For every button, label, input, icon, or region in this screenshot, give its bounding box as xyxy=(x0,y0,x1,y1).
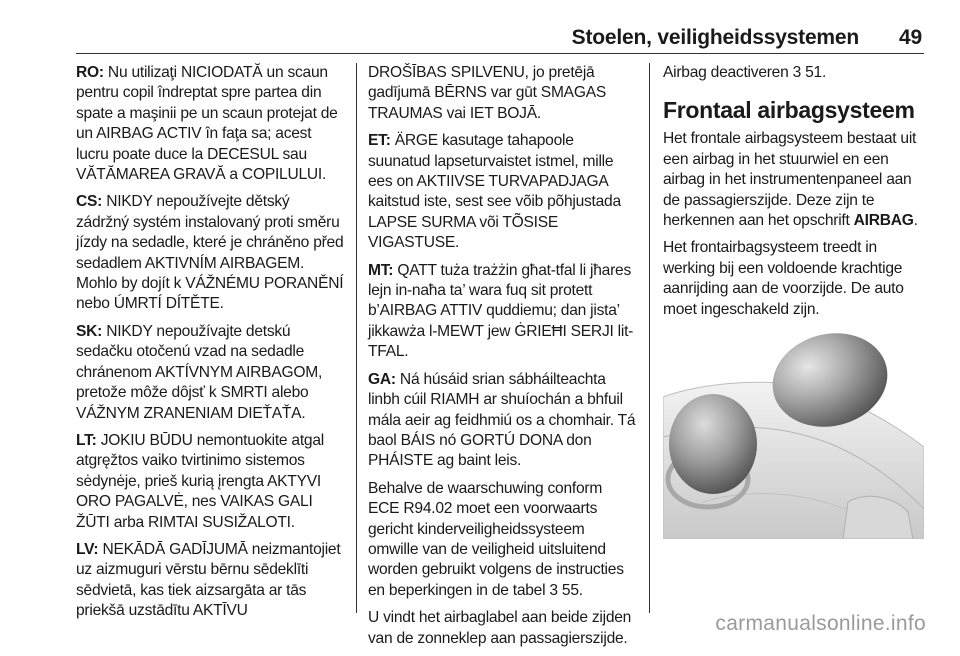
lang-code: CS: xyxy=(76,193,103,211)
header-rule xyxy=(76,53,924,54)
lang-code: SK: xyxy=(76,322,103,340)
paragraph-text: NIKDY nepoužívejte dětský zádržný systém instalovaný proti směru jízdy na sedadle, které je chráněno před sedadlem AKTIVNÍM AIRBAGEM. Mohlo by dojít k VÁŽNÉMU PORANĚNÍ nebo ÚMRTÍ DÍTĚTE. xyxy=(76,193,344,313)
airbag-label-text: AIRBAG xyxy=(853,212,914,230)
driver-airbag xyxy=(669,394,757,494)
lang-code: ET: xyxy=(368,132,391,150)
watermark: carmanualsonline.info xyxy=(715,612,926,635)
paragraph-et xyxy=(368,131,636,253)
section-title: Stoelen, veiligheidssystemen xyxy=(571,26,860,49)
front-airbag-illustration xyxy=(663,327,924,539)
paragraph-cs xyxy=(76,192,346,314)
paragraph-ro xyxy=(76,63,346,185)
paragraph-sk xyxy=(76,322,346,424)
lang-code: LT: xyxy=(76,431,97,449)
paragraph-lv-continued xyxy=(368,63,636,124)
lang-code: MT: xyxy=(368,261,394,279)
paragraph-front-airbag-trigger: Het frontairbagsysteem treedt in werking bij een voldoende krachtige aanrijding aan de voorzijde. De auto moet ingeschakeld zijn. xyxy=(663,239,904,318)
paragraph-lt xyxy=(76,431,346,533)
paragraph-text: JOKIU BŪDU nemontuokite atgal atgręžtos vaiko tvirtinimo sistemos sėdynėje, prieš kurią įrengta AKTYVI ORO PAGALVĖ, nes VAIKAS GALI ŽŪTI arba RIMTAI SUSIŽALOTI. xyxy=(76,431,324,531)
column-divider xyxy=(356,63,357,613)
paragraph-airbag-label xyxy=(368,608,636,649)
column-1 xyxy=(76,63,346,629)
paragraph-ga xyxy=(368,370,636,472)
paragraph-ece-note xyxy=(368,479,636,601)
paragraph-text: DROŠĪBAS SPILVENU, jo pretējā gadījumā BĒRNS var gūt SMAGAS TRAUMAS vai IET BOJĀ. xyxy=(368,64,607,122)
column-3 xyxy=(663,63,925,327)
paragraph-text: Behalve de waarschuwing conform ECE R94.02 moet een voorwaarts gericht kinderveiligheidssysteem omwille van de veiligheid uitsluitend worden gebruikt volgens de instructies en beperkingen in de tabel 3 55. xyxy=(368,479,624,599)
paragraph-text: NIKDY nepoužívajte detskú sedačku otočenú vzad na sedadle chránenom AKTÍVNYM AIRBAGOM, pretože môže dôjsť k SMRTI alebo VÁŽNYM ZRANENIAM DIEŤAŤA. xyxy=(76,322,323,422)
paragraph-text: . xyxy=(913,212,918,230)
paragraph-text: ÄRGE kasutage tahapoole suunatud lapseturvaistet istmel, mille ees on AKTIIVSE TURVAPADJAGA kaitstud iste, sest see võib põhjustada LAPSE SURMA või TÕSISE VIGASTUSE. xyxy=(368,132,621,252)
paragraph-text: Ná húsáid srian sábháilteachta linbh cúil RIAMH ar shuíochán a bhfuil mála aeir ag feidhmiú os a chomhair. Tá baol BÁIS nó GORTÚ DONA don PHÁISTE ag baint leis. xyxy=(368,370,636,470)
paragraph-mt xyxy=(368,261,636,363)
paragraph-front-airbag xyxy=(663,129,925,231)
lang-code: LV: xyxy=(76,540,99,558)
lang-code: RO: xyxy=(76,64,104,81)
paragraph-text: Het frontale airbagsysteem bestaat uit een airbag in het stuurwiel en een airbag in het instrumentenpaneel aan de passagierszijde. Deze zijn te herkennen aan het opschrift xyxy=(663,130,917,230)
page-number: 49 xyxy=(899,26,922,49)
paragraph-lv xyxy=(76,540,346,622)
page-header xyxy=(0,20,960,50)
column-divider xyxy=(649,63,650,613)
paragraph-text: U vindt het airbaglabel aan beide zijden van de zonneklep aan passagierszijde. xyxy=(368,609,632,647)
lang-code: GA: xyxy=(368,370,396,388)
column-2 xyxy=(368,63,636,656)
paragraph-text: QATT tuża trażżin għat-tfal li jħares lejn in-naħa ta’ wara fuq sit protett b’AIRBAG ATTIV quddiemu; dan jista’ jikkawża l-MEWT jew ĠRIEĦI SERJI lit-TFAL. xyxy=(368,261,634,361)
section-heading: Frontaal airbagsysteem xyxy=(663,97,915,124)
paragraph-text: Nu utilizaţi NICIODATĂ un scaun pentru copil îndreptat spre partea din spate a maşinii pe un scaun protejat de un AIRBAG ACTIV în faţa sa; acest lucru poate duce la DECESUL sau VĂTĂMAREA GRAVĂ a COPILULUI. xyxy=(76,64,338,184)
paragraph-text: NEKĀDĀ GADĪJUMĀ neizmantojiet uz aizmuguri vērstu bērnu sēdeklīti sēdvietā, kas tiek aizsargāta ar tās priekšā uzstādītu AKTĪVU xyxy=(76,540,341,620)
cross-reference[interactable]: Airbag deactiveren 3 51. xyxy=(663,64,827,81)
